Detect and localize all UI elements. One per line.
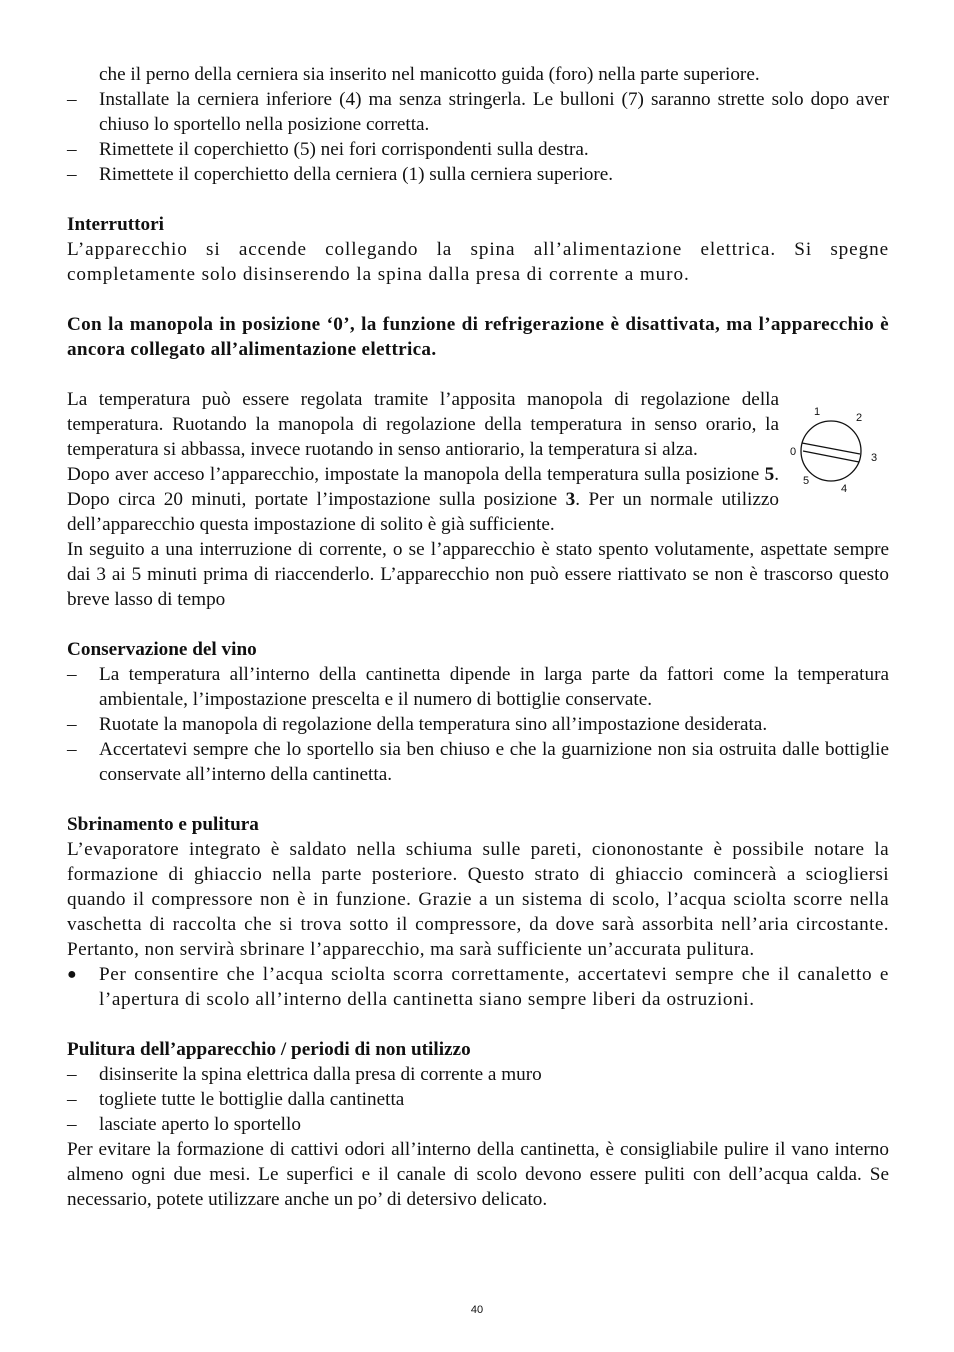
pulitura-text: Per evitare la formazione di cattivi odori all’interno della cantinetta, è consigliabile pulire il vano interno almeno ogni due mesi. Le superfici e il canale di scolo devono essere puliti con dell’acqua calda. Se necessario, potete utilizzare anche un po’ di detersivo delicato. xyxy=(67,1139,889,1210)
interruttori-warning: Con la manopola in posizione ‘0’, la funzione di refrigerazione è disattivata, ma l’apparecchio è ancora collegato all’alimentazione elettrica. xyxy=(67,314,889,360)
intro-list xyxy=(67,87,889,187)
dash-marker: – xyxy=(67,714,77,735)
dial-label-5: 5 xyxy=(803,475,810,487)
list-item: – Installate la cerniera inferiore (4) ma senza stringerla. Le bulloni (7) saranno strette solo dopo aver chiuso lo sportello nella posizione corretta. xyxy=(67,89,889,135)
dial-label-3: 3 xyxy=(871,452,878,464)
intro-continuation: che il perno della cerniera sia inserito nel manicotto guida (foro) nella parte superiore. xyxy=(99,64,760,85)
temperature-text-2: Dopo aver acceso l’apparecchio, impostate la manopola della temperatura sulla posizione 5. Dopo circa 20 minuti, portate l’impostazione sulla posizione 3. Per un normale utilizzo dell’apparecchio questa impostazione di solito è già sufficiente. xyxy=(67,464,779,535)
list-item: – Accertatevi sempre che lo sportello sia ben chiuso e che la guarnizione non sia ostruita dalle bottiglie conservate all’interno della cantinetta. xyxy=(67,739,889,785)
temperature-text-1: La temperatura può essere regolata tramite l’apposita manopola di regolazione della temperatura. Ruotando la manopola di regolazione della temperatura in senso orario, la temperatura si abbassa, invece ruotando in senso antiorario, la temperatura si alza. xyxy=(67,389,779,460)
list-item: – disinserite la spina elettrica dalla presa di corrente a muro xyxy=(67,1064,542,1085)
pulitura-list xyxy=(67,1062,889,1137)
position-value: 3 xyxy=(565,489,576,510)
dial-label-1: 1 xyxy=(814,406,821,418)
dash-marker: – xyxy=(67,164,77,185)
dial-label-4: 4 xyxy=(841,483,848,495)
dash-marker: – xyxy=(67,139,77,160)
temperature-section xyxy=(67,387,889,612)
heading-interruttori: Interruttori xyxy=(67,214,164,235)
dash-marker: – xyxy=(67,664,77,685)
temperature-text-3: In seguito a una interruzione di corrente, o se l’apparecchio è stato spento volutamente, aspettate sempre dai 3 ai 5 minuti prima di riaccenderlo. L’apparecchio non può essere riattivato se non è trascorso questo breve lasso di tempo xyxy=(67,539,889,610)
list-item: – togliete tutte le bottiglie dalla cantinetta xyxy=(67,1089,405,1110)
list-item: – Rimettete il coperchietto della cerniera (1) sulla cerniera superiore. xyxy=(67,164,614,185)
dash-marker: – xyxy=(67,89,77,110)
document-page xyxy=(67,62,889,1212)
sbrinamento-text: L’evaporatore integrato è saldato nella schiuma sulle pareti, ciononostante è possibile notare la formazione di ghiaccio nella parte posteriore. Questo strato di ghiaccio comincerà a sciogliersi quando il compressore non è in funzione. Grazie a un sistema di scolo, l’acqua sciolta scorre nella vaschetta di raccolta che si trova sotto il compressore, da dove sarà assorbita nell’aria circostante. Pertanto, non servirà sbrinare l’apparecchio, ma sarà sufficiente un’accurata pulitura. xyxy=(67,839,889,960)
list-item: – lasciate aperto lo sportello xyxy=(67,1114,301,1135)
dial-label-0: 0 xyxy=(790,446,797,458)
list-item: – Rimettete il coperchietto (5) nei fori corrispondenti sulla destra. xyxy=(67,139,589,160)
page-number: 40 xyxy=(470,1304,484,1316)
sbrinamento-list xyxy=(67,962,889,1012)
dash-marker: – xyxy=(67,1114,77,1135)
heading-pulitura: Pulitura dell’apparecchio / periodi di non utilizzo xyxy=(67,1039,471,1060)
dash-marker: – xyxy=(67,1089,77,1110)
temperature-dial-icon xyxy=(790,393,893,495)
heading-sbrinamento: Sbrinamento e pulitura xyxy=(67,814,259,835)
interruttori-text: L’apparecchio si accende collegando la spina all’alimentazione elettrica. Si spegne completamente solo disinserendo la spina dalla presa di corrente a muro. xyxy=(67,239,889,285)
list-item: – Ruotate la manopola di regolazione della temperatura sino all’impostazione desiderata. xyxy=(67,714,768,735)
list-item: ● Per consentire che l’acqua sciolta scorra correttamente, accertatevi sempre che il canaletto e l’apertura di scolo all’interno della cantinetta siano sempre liberi da ostruzioni. xyxy=(67,964,889,1010)
list-item: – La temperatura all’interno della cantinetta dipende in larga parte da fattori come la temperatura ambientale, l’impostazione prescelta e il numero di bottiglie conservate. xyxy=(67,664,889,710)
dash-marker: – xyxy=(67,1064,77,1085)
position-value: 5 xyxy=(764,464,775,485)
temperature-dial-figure xyxy=(790,393,893,495)
dash-marker: – xyxy=(67,739,77,760)
heading-conservazione: Conservazione del vino xyxy=(67,639,257,660)
conservazione-list xyxy=(67,662,889,787)
dial-label-2: 2 xyxy=(856,412,863,424)
bullet-marker: ● xyxy=(67,966,78,983)
